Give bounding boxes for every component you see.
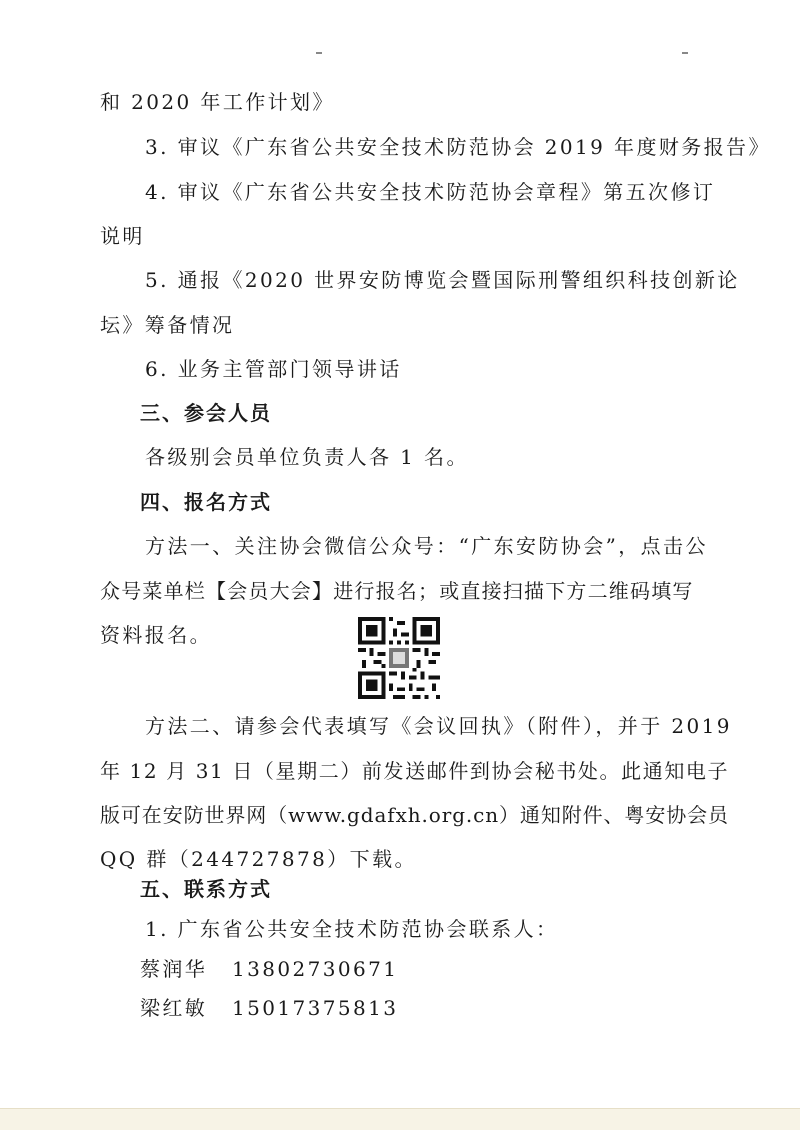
contact-phone: 15017375813 (232, 996, 399, 1020)
text-line: 6. 业务主管部门领导讲话 (145, 357, 402, 381)
text-line: 4. 审议《广东省公共安全技术防范协会章程》第五次修订 (145, 180, 716, 204)
scan-mark (316, 52, 322, 54)
text-line: 5. 通报《2020 世界安防博览会暨国际刑警组织科技创新论 (145, 268, 740, 292)
text-line: 方法二、请参会代表填写《会议回执》（附件），并于 2019 (145, 714, 732, 738)
section-heading: 五、联系方式 (140, 877, 272, 901)
section-heading: 四、报名方式 (140, 490, 272, 514)
contact-phone: 13802730671 (232, 957, 399, 981)
text-line: 坛》筹备情况 (100, 313, 235, 337)
text-line: 和 2020 年工作计划》 (100, 90, 335, 114)
text-line: 资料报名。 (100, 623, 212, 647)
page-bottom-edge (0, 1108, 800, 1130)
text-line: 年 12 月 31 日（星期二）前发送邮件到协会秘书处。此通知电子 (100, 759, 730, 783)
contact-name: 梁红敏 (140, 996, 208, 1020)
text-line: 说明 (100, 224, 145, 248)
section-heading: 三、参会人员 (140, 401, 272, 425)
text-line: 方法一、关注协会微信公众号：“广东安防协会”，点击公 (145, 534, 708, 558)
text-line: 版可在安防世界网（www.gdafxh.org.cn）通知附件、粤安协会员 (100, 803, 729, 827)
text-line: 1. 广东省公共安全技术防范协会联系人： (145, 917, 559, 941)
text-line: 众号菜单栏【会员大会】进行报名；或直接扫描下方二维码填写 (100, 579, 694, 603)
text-line: 各级别会员单位负责人各 1 名。 (145, 445, 469, 469)
qr-code-icon (358, 617, 440, 699)
text-line: 3. 审议《广东省公共安全技术防范协会 2019 年度财务报告》 (145, 135, 771, 159)
contact-name: 蔡润华 (140, 957, 208, 981)
text-line: QQ 群（244727878）下载。 (100, 847, 417, 871)
scan-mark (682, 52, 688, 54)
